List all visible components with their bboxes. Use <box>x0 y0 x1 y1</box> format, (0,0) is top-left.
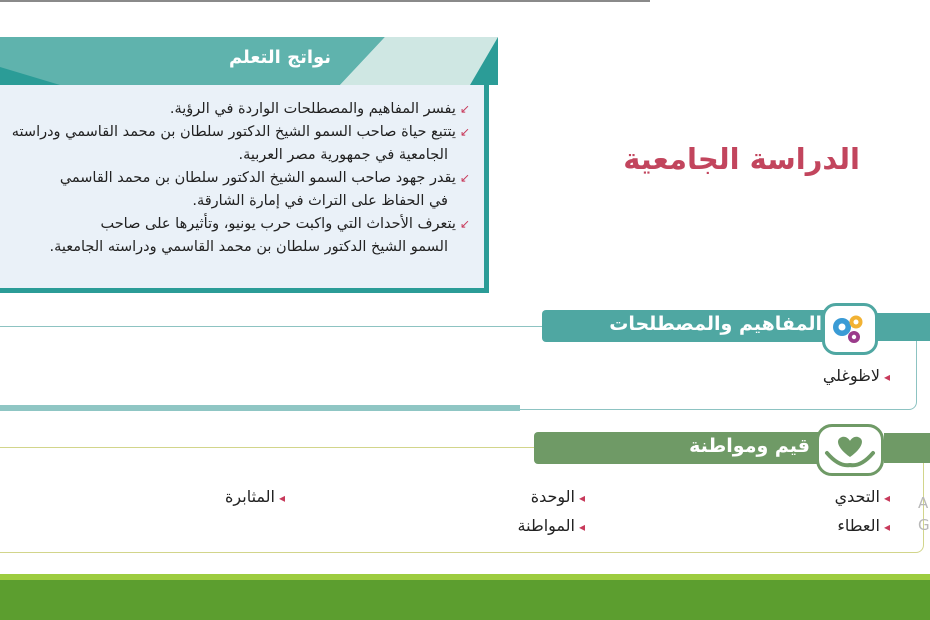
concepts-underbar <box>0 405 520 411</box>
bullet-arrow-icon: ↙ <box>459 102 470 116</box>
concepts-header-tab <box>876 313 930 341</box>
bullet-arrow-icon: ↙ <box>459 171 470 185</box>
value-item <box>760 516 890 535</box>
outcome-text: يفسر المفاهيم والمصطلحات الواردة في الرؤية. <box>169 101 456 117</box>
value-text: المثابرة <box>225 487 275 506</box>
outcome-text: يتعرف الأحداث التي واكبت حرب يونيو، وتأثيرها على صاحب <box>100 216 456 232</box>
value-text: العطاء <box>837 516 880 535</box>
learning-outcomes-header <box>0 37 498 85</box>
value-text: التحدي <box>834 487 880 506</box>
bullet-arrow-icon: ◂ <box>883 370 890 384</box>
outcome-item <box>0 167 474 190</box>
concepts-title: المفاهيم والمصطلحات <box>609 313 822 335</box>
values-header-tab <box>884 433 930 463</box>
bullet-arrow-icon: ↙ <box>459 125 470 139</box>
bullet-arrow-icon: ◂ <box>883 520 890 534</box>
outcome-item-continuation <box>0 144 474 167</box>
bullet-arrow-icon: ◂ <box>883 491 890 505</box>
values-title: قيم ومواطنة <box>689 435 810 457</box>
outcome-text: يتتبع حياة صاحب السمو الشيخ الدكتور سلطان بن محمد القاسمي ودراسته <box>11 124 456 140</box>
bullet-arrow-icon: ↙ <box>459 217 470 231</box>
outcome-item <box>0 98 474 121</box>
outcome-text: الجامعية في جمهورية مصر العربية. <box>238 147 448 163</box>
bullet-arrow-icon: ◂ <box>578 491 585 505</box>
concept-term <box>760 366 890 385</box>
edge-letter: A <box>918 494 929 512</box>
gears-icon <box>822 303 878 355</box>
outcome-item-continuation <box>0 236 474 259</box>
outcome-item <box>0 121 474 144</box>
bullet-arrow-icon: ◂ <box>278 491 285 505</box>
value-item <box>150 487 285 506</box>
value-item <box>440 516 585 535</box>
edge-letters <box>918 492 930 536</box>
footer-band <box>0 580 930 620</box>
outcome-item <box>0 213 474 236</box>
top-rule <box>0 0 650 2</box>
concept-term-text: لاظوغلي <box>822 366 880 385</box>
bullet-arrow-icon: ◂ <box>578 520 585 534</box>
outcome-text: في الحفاظ على التراث في إمارة الشارقة. <box>192 193 448 209</box>
edge-letter: G <box>918 516 930 534</box>
value-text: المواطنة <box>517 516 575 535</box>
outcome-item-continuation <box>0 190 474 213</box>
learning-outcomes-list <box>0 98 474 259</box>
lesson-title: الدراسة الجامعية <box>623 142 860 176</box>
heart-hands-icon <box>816 424 884 476</box>
outcome-text: السمو الشيخ الدكتور سلطان بن محمد القاسمي ودراسته الجامعية. <box>49 239 448 255</box>
learning-outcomes-title: نواتج التعلم <box>228 47 332 68</box>
value-item <box>760 487 890 506</box>
value-text: الوحدة <box>530 487 575 506</box>
outcome-text: يقدر جهود صاحب السمو الشيخ الدكتور سلطان بن محمد القاسمي <box>59 170 456 186</box>
value-item <box>440 487 585 506</box>
